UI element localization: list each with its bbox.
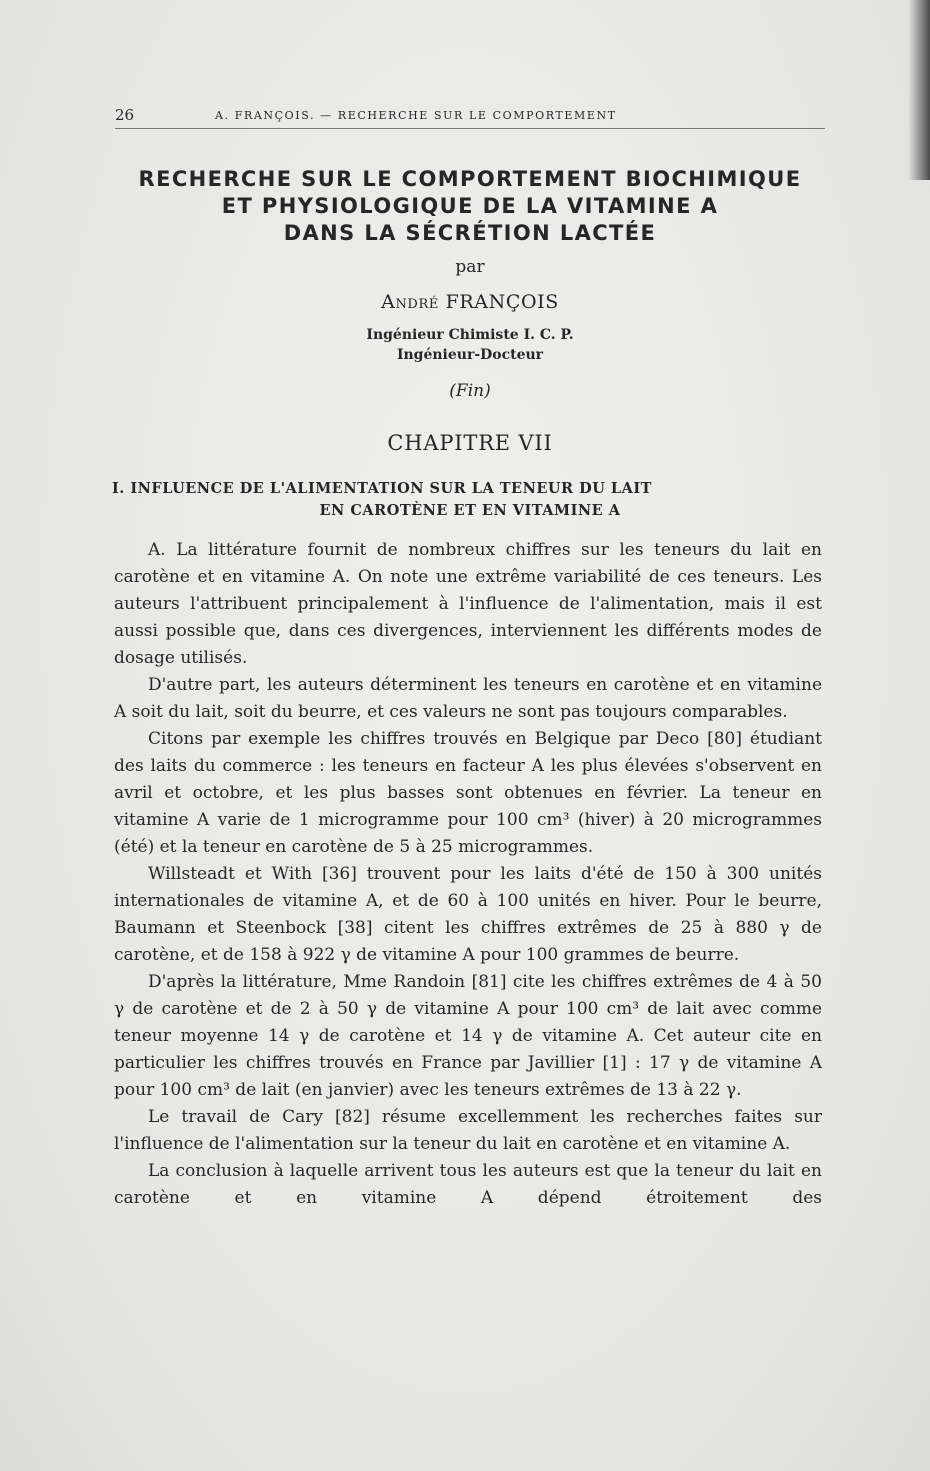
paragraph: D'autre part, les auteurs déterminent les teneurs en carotène et en vitamine A soit du lait, soit du beurre, et ces valeurs ne sont pas toujours comparables. bbox=[114, 675, 822, 722]
page-number: 26 bbox=[115, 106, 135, 124]
paragraph: Le travail de Cary [82] résume excellemment les recherches faites sur l'influence de l'alimentation sur la teneur du lait en carotène et en vitamine A. bbox=[114, 1107, 822, 1154]
header-rule bbox=[115, 128, 825, 129]
author-affiliation-1: Ingénieur Chimiste I. C. P. bbox=[366, 327, 574, 343]
paragraph: A. La littérature fournit de nombreux chiffres sur les teneurs du lait en carotène et en vitamine A. On note une extrême variabilité de ces teneurs. Les auteurs l'attribuent principalement à l'influence de l'alimentation, mais il est aussi possible que, dans ces divergences, interviennent les différents modes de dosage utilisés. bbox=[114, 540, 822, 668]
paragraph: Citons par exemple les chiffres trouvés en Belgique par Deco [80] étudiant des laits du commerce : les teneurs en facteur A les plus élevées s'observent en avril et octobre, et les plus basses sont obtenues en février. La teneur en vitamine A varie de 1 microgramme pour 100 cm³ (hiver) à 20 microgrammes (été) et la teneur en carotène de 5 à 25 microgrammes. bbox=[114, 729, 822, 857]
author-name bbox=[112, 291, 828, 313]
section-heading bbox=[112, 478, 828, 522]
title-line-1: RECHERCHE SUR LE COMPORTEMENT BIOCHIMIQUE bbox=[138, 167, 802, 191]
running-head-text: A. FRANÇOIS. — RECHERCHE SUR LE COMPORTEMENT bbox=[215, 109, 617, 122]
running-head bbox=[115, 106, 823, 128]
author-first-name: André bbox=[381, 291, 439, 313]
continuation-note: (Fin) bbox=[449, 381, 491, 401]
chapter-heading: CHAPITRE VII bbox=[387, 431, 553, 455]
author-affiliation-2: Ingénieur-Docteur bbox=[396, 347, 544, 363]
section-heading-line-2: EN CAROTÈNE ET EN VITAMINE A bbox=[319, 502, 621, 519]
paragraph: D'après la littérature, Mme Randoin [81] cite les chiffres extrêmes de 4 à 50 γ de carotène et de 2 à 50 γ de vitamine A pour 100 cm³ de lait avec comme teneur moyenne 14 γ de carotène et 14 γ de vitamine A. Cet auteur cite en particulier les chiffres trouvés en France par Javillier [1] : 17 γ de vitamine A pour 100 cm³ de lait (en janvier) avec les teneurs extrêmes de 13 à 22 γ. bbox=[114, 972, 822, 1100]
title-line-2: ET PHYSIOLOGIQUE DE LA VITAMINE A bbox=[221, 194, 719, 218]
section-heading-line-1: I. INFLUENCE DE L'ALIMENTATION SUR LA TENEUR DU LAIT bbox=[112, 480, 652, 497]
byline-par: par bbox=[455, 257, 485, 277]
article-title bbox=[112, 166, 828, 247]
paragraph: La conclusion à laquelle arrivent tous les auteurs est que la teneur du lait en carotène et en vitamine A dépend étroitement des bbox=[114, 1161, 822, 1208]
paragraph: Willsteadt et With [36] trouvent pour les laits d'été de 150 à 300 unités internationales de vitamine A, et de 60 à 100 unités en hiver. Pour le beurre, Baumann et Steenbock [38] citent les chiffres extrêmes de 25 à 880 γ de carotène, et de 158 à 922 γ de vitamine A pour 100 grammes de beurre. bbox=[114, 864, 822, 965]
title-line-3: DANS LA SÉCRÉTION LACTÉE bbox=[283, 221, 657, 245]
body-text bbox=[114, 537, 822, 1212]
author-last-name: FRANÇOIS bbox=[445, 291, 559, 313]
page-edge-shadow bbox=[908, 0, 930, 180]
